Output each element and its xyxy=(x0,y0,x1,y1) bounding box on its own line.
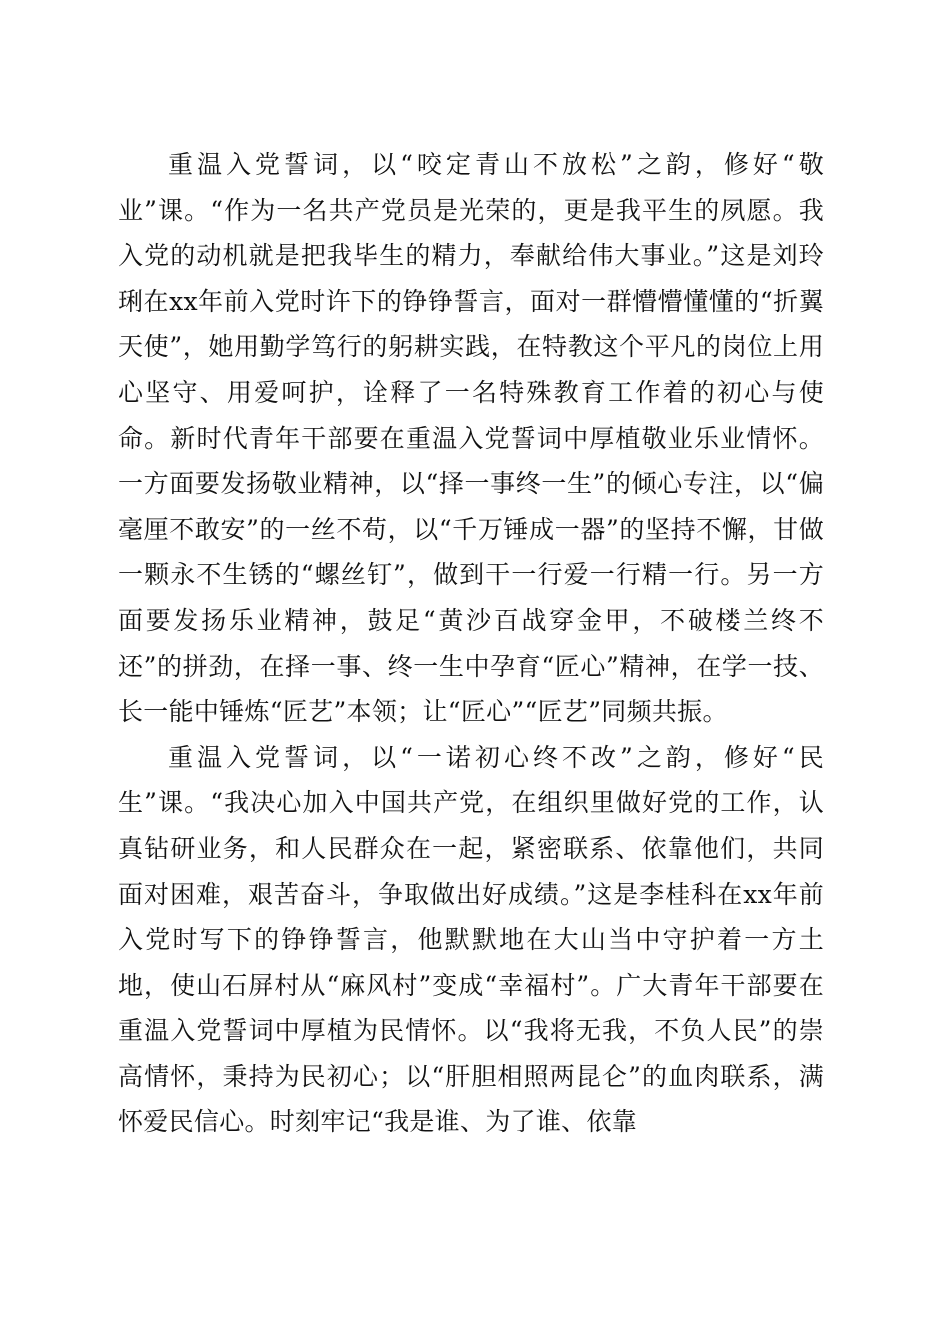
body-text xyxy=(118,142,824,1145)
paragraph-livelihood: 重温入党誓词，以“一诺初心终不改”之韵，修好“民生”课。“我决心加入中国共产党，在组织里做好党的工作，认真钻研业务，和人民群众在一起，紧密联系、依靠他们，共同面对困难，艰苦奋斗，争取做出好成绩。”这是李桂科在xx年前入党时写下的铮铮誓言，他默默地在大山当中守护着一方土地，使山石屏村从“麻风村”变成“幸福村”。广大青年干部要在重温入党誓词中厚植为民情怀。以“我将无我，不负人民”的崇高情怀，秉持为民初心；以“肝胆相照两昆仑”的血肉联系，满怀爱民信心。时刻牢记“我是谁、为了谁、依靠 xyxy=(118,742,824,1137)
paragraph-dedication: 重温入党誓词，以“咬定青山不放松”之韵，修好“敬业”课。“作为一名共产党员是光荣的，更是我平生的夙愿。我入党的动机就是把我毕生的精力，奉献给伟大事业。”这是刘玲琍在xx年前入党时许下的铮铮誓言，面对一群懵懵懂懂的“折翼天使”，她用勤学笃行的躬耕实践，在特教这个平凡的岗位上用心坚守、用爱呵护，诠释了一名特殊教育工作着的初心与使命。新时代青年干部要在重温入党誓词中厚植敬业乐业情怀。一方面要发扬敬业精神，以“择一事终一生”的倾心专注，以“偏毫厘不敢安”的一丝不苟，以“千万锤成一器”的坚持不懈，甘做一颗永不生锈的“螺丝钉”，做到干一行爱一行精一行。另一方面要发扬乐业精神，鼓足“黄沙百战穿金甲，不破楼兰终不还”的拼劲，在择一事、终一生中孕育“匠心”精神，在学一技、长一能中锤炼“匠艺”本领；让“匠心”“匠艺”同频共振。 xyxy=(118,150,824,727)
